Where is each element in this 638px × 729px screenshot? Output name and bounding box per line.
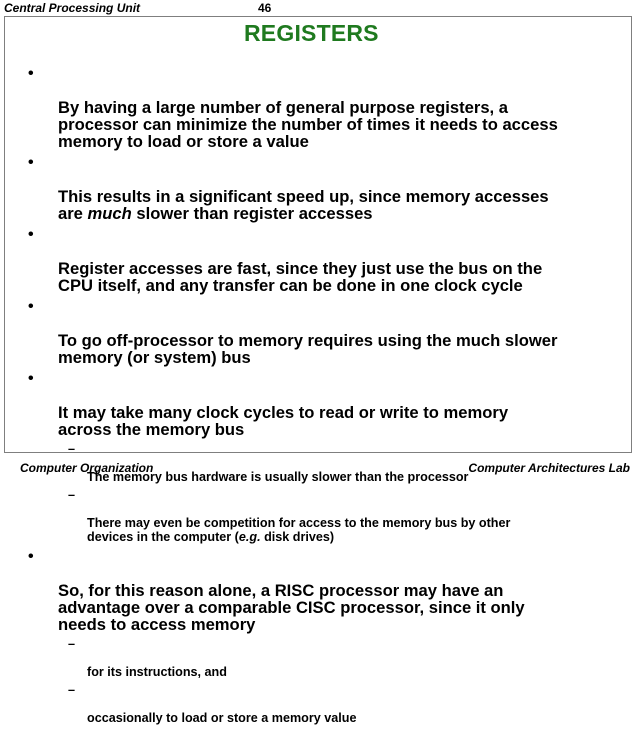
sub-bullet-list: [26, 637, 616, 725]
sub-bullet-marker: –: [68, 442, 76, 456]
sub-bullet-emphasis: e.g.: [238, 530, 261, 544]
bullet-item: [26, 370, 616, 438]
bullet-text: This results in a significant speed up, since memory accesses are: [58, 187, 549, 223]
footer-right: Computer Architectures Lab: [468, 461, 630, 475]
bullet-text: It may take many clock cycles to read or write to memory across the memory bus: [58, 403, 509, 439]
bullet-marker: •: [28, 226, 34, 243]
sub-bullet-item: [26, 488, 616, 544]
page-number: 46: [258, 1, 272, 15]
bullet-item: [26, 298, 616, 366]
bullet-marker: •: [28, 298, 34, 315]
sub-bullet-text: occasionally to load or store a memory value: [87, 711, 357, 725]
sub-bullet-text: for its instructions, and: [87, 665, 227, 679]
bullet-marker: •: [28, 65, 34, 82]
bullet-text: By having a large number of general purpose registers, a processor can minimize the number of times it needs to access memory to load or store a value: [58, 98, 558, 151]
sub-bullet-item: [26, 683, 616, 725]
slide-content: [26, 65, 616, 729]
sub-bullet-marker: –: [68, 683, 76, 697]
slide-title: REGISTERS: [244, 20, 379, 46]
sub-bullet-text: There may even be competition for access to the memory bus by other devices in the computer (: [87, 516, 511, 544]
bullet-marker: •: [28, 154, 34, 171]
bullet-item: [26, 65, 616, 150]
bullet-marker: •: [28, 370, 34, 387]
bullet-text: To go off-processor to memory requires using the much slower memory (or system) bus: [58, 331, 558, 367]
bullet-item: [26, 154, 616, 222]
bullet-item: [26, 548, 616, 633]
sub-bullet-text: The memory bus hardware is usually slower than the processor: [87, 470, 469, 484]
bullet-item: [26, 226, 616, 294]
sub-bullet-marker: –: [68, 488, 76, 502]
bullet-text: slower than register accesses: [131, 204, 373, 223]
footer-left: Computer Organization: [20, 461, 154, 475]
bullet-emphasis: much: [87, 204, 132, 223]
sub-bullet-text: disk drives): [260, 530, 335, 544]
bullet-text: Register accesses are fast, since they just use the bus on the CPU itself, and any transfer can be done in one clock cycle: [58, 259, 543, 295]
header-course-title: Central Processing Unit: [4, 1, 141, 15]
sub-bullet-marker: –: [68, 637, 76, 651]
sub-bullet-item: [26, 637, 616, 679]
bullet-marker: •: [28, 548, 34, 565]
bullet-text: So, for this reason alone, a RISC processor may have an advantage over a comparable CISC processor, since it only needs to access memory: [58, 581, 525, 634]
sub-bullet-list: [26, 442, 616, 544]
